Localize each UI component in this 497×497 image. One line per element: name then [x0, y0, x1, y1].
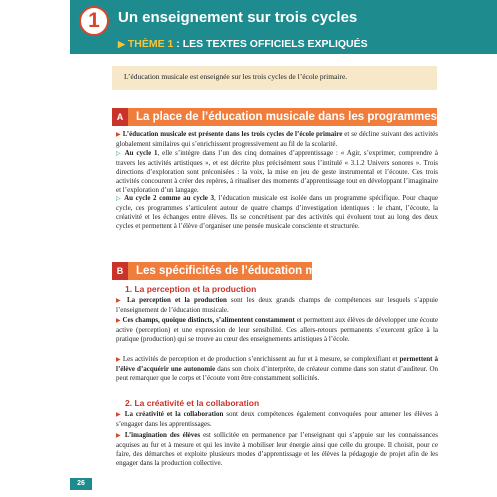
section-b-paragraph-1: ▶ La perception et la production sont les deux grands champs de compétences sur lesquels s’appuie l’enseignement de l’éducation musicale. — [116, 296, 438, 314]
theme-heading — [118, 38, 368, 50]
triangle-icon: ▶ — [118, 39, 125, 49]
bullet-icon: ▶ — [116, 433, 122, 439]
section-b-heading — [112, 262, 355, 280]
bullet-icon: ▶ — [116, 132, 121, 138]
subheading-2: 2. La créativité et la collaboration — [125, 398, 260, 408]
section-a-heading — [112, 108, 437, 126]
theme-label: THÈME 1 — [127, 38, 174, 50]
section-a-title: La place de l’éducation musicale dans les programmes — [136, 111, 438, 123]
bullet-icon: ▶ — [116, 357, 121, 363]
triangle-icon: ▷ — [116, 196, 122, 202]
section-b-letter: B — [112, 262, 128, 280]
triangle-icon: ▷ — [116, 151, 122, 157]
subheading-1: 1. La perception et la production — [125, 284, 257, 294]
chapter-number-badge: 1 — [79, 6, 109, 36]
bullet-icon: ▶ — [116, 412, 122, 418]
section-a-letter: A — [112, 108, 128, 126]
intro-text: L’éducation musicale est enseignée sur les trois cycles de l’école primaire. — [124, 72, 348, 81]
bullet-icon: ▶ — [116, 318, 121, 324]
section-b-paragraph-3: ▶ Les activités de perception et de production s’enrichissent au fur et à mesure, se complexifiant et permettent à l’élève d’acquérir une autonomie dans son choix d’interprète, de créateur comme dans son statut d’auditeur. On peut remarquer que le corps et l’écoute vont être constamment sollicités. — [116, 355, 439, 382]
theme-title: : LES TEXTES OFFICIELS EXPLIQUÉS — [173, 38, 368, 50]
section-b-paragraph-5: ▶ L’imagination des élèves est sollicitée en permanence par l’enseignant qui s’appuie sur les connaissances acquises au fur et à mesure et qui les invite à mobiliser leur énergie ainsi que celle du groupe. Il choisit, pour ce faire, des démarches et exploite plusieurs modes d’apprentissage et les élèves la pédagogie de projet afin de les engager dans la production collective. — [116, 431, 438, 467]
section-a-paragraph-2: ▷ Au cycle 1, elle s’intègre dans l’un des cinq domaines d’apprentissage : « Agir, s’exprimer, comprendre à travers les activités artistiques », et est décrite plus précisément sous l’intitulé « 3.1.2 Univers sonores ». Trois directions d’exploration sont préconisées : la voix, la mise en jeu de geste instrumental et l’écoute. Ces trois activités concourent à créer des repères, à ritualiser des moments d’apprentissage tout en développant l’imaginaire et l’exploration d’un langage. — [116, 149, 438, 194]
chapter-title: Un enseignement sur trois cycles — [118, 9, 358, 26]
section-a-paragraph-3: ▷ Au cycle 2 comme au cycle 3, l’éducation musicale est isolée dans un programme spécifique. Pour chaque cycle, ces programmes s’articulent autour de quatre champs d’investigation identiques : le chant, l’écoute, la créativité et les échanges entre élèves. Ils se concrétisent par des activités qui évoluent tout au long des deux cycles et permettent à l’élève d’organiser une pensée musicale consciente et structurée. — [116, 194, 439, 230]
section-b-paragraph-2: ▶ Ces champs, quoique distincts, s’alimentent constamment et permettent aux élèves de développer une écoute active (perception) et une expression de leur sensibilité. Ces allers-retours permanents s’exercent grâce à la pratique (production) qui se trouve au cœur des enseignements artistiques à l’école. — [116, 316, 439, 343]
section-a-paragraph-1: ▶ L’éducation musicale est présente dans les trois cycles de l’école primaire et se décline suivant des activités globalement similaires qui s’enrichissent progressivement au fil de la scolarité. — [116, 130, 438, 148]
section-b-paragraph-4: ▶ La créativité et la collaboration sont deux compétences également convoquées pour amener les élèves à s’engager dans les apprentissages. — [116, 410, 438, 428]
section-b-title: Les spécificités de l’éducation musicale — [136, 265, 355, 277]
bullet-icon: ▶ — [116, 298, 123, 304]
intro-box — [112, 66, 437, 90]
page-number: 26 — [70, 478, 92, 490]
